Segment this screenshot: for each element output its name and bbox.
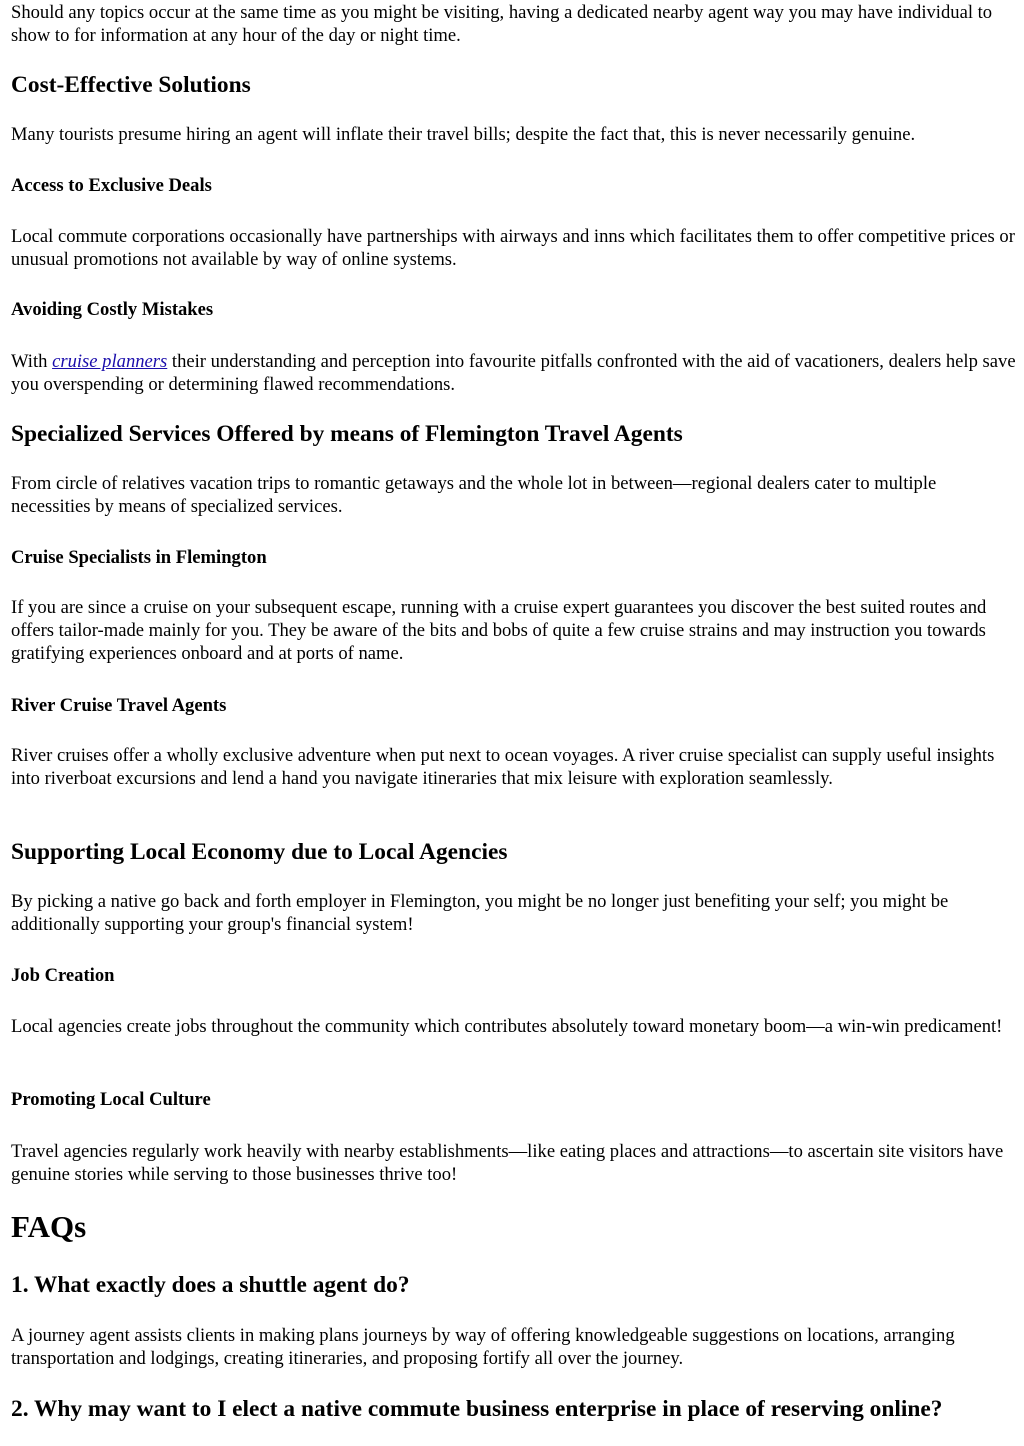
cruise-planners-link[interactable]: cruise planners bbox=[52, 351, 168, 372]
heading-costly-mistakes: Avoiding Costly Mistakes bbox=[11, 299, 214, 320]
paragraph-local-culture: Travel agencies regularly work heavily with nearby establishments—like eating places and attractions—to ascertain site visitors have genuine stories while serving to those businesses thrive too! bbox=[11, 1141, 1004, 1185]
heading-cruise-specialists: Cruise Specialists in Flemington bbox=[11, 547, 267, 568]
heading-local-economy: Supporting Local Economy due to Local Agencies bbox=[11, 839, 508, 865]
intro-paragraph: Should any topics occur at the same time as you might be visiting, having a dedicated nearby agent way you may have individual to show to for information at any hour of the day or night time. bbox=[11, 2, 993, 46]
paragraph-local-economy: By picking a native go back and forth employer in Flemington, you might be no longer just benefiting your self; you might be additionally supporting your group's financial system! bbox=[11, 891, 949, 935]
paragraph-job-creation: Local agencies create jobs throughout the community which contributes absolutely toward monetary boom—a win-win predicament! bbox=[11, 1016, 1003, 1037]
paragraph-specialized-services: From circle of relatives vacation trips to romantic getaways and the whole lot in between—regional dealers cater to multiple necessities by means of specialized services. bbox=[11, 473, 937, 517]
paragraph-prefix: With bbox=[11, 351, 53, 372]
heading-exclusive-deals: Access to Exclusive Deals bbox=[11, 175, 212, 196]
paragraph-exclusive-deals: Local commute corporations occasionally have partnerships with airways and inns which facilitates them to offer competitive prices or unusual promotions not available by way of online systems. bbox=[11, 226, 1015, 270]
paragraph-river-cruise: River cruises offer a wholly exclusive adventure when put next to ocean voyages. A river cruise specialist can supply useful insights into riverboat excursions and lend a hand you navigate itineraries that mix leisure with exploration seamlessly. bbox=[11, 745, 995, 789]
faq-question-1: 1. What exactly does a shuttle agent do? bbox=[11, 1272, 410, 1298]
paragraph-suffix: their understanding and perception into favourite pitfalls confronted with the aid of vacationers, dealers help save you overspending or determining flawed recommendations. bbox=[11, 351, 1016, 395]
heading-specialized-services: Specialized Services Offered by means of Flemington Travel Agents bbox=[11, 421, 683, 447]
faq-answer-1: A journey agent assists clients in making plans journeys by way of offering knowledgeable suggestions on locations, arranging transportation and lodgings, creating itineraries, and proposing fortify all over the journey. bbox=[11, 1325, 955, 1369]
paragraph-cost-effective: Many tourists presume hiring an agent will inflate their travel bills; despite the fact that, this is never necessarily genuine. bbox=[11, 124, 916, 145]
paragraph-costly-mistakes bbox=[11, 350, 1019, 396]
faq-question-2: 2. Why may want to I elect a native commute business enterprise in place of reserving online? bbox=[11, 1396, 943, 1422]
heading-river-cruise: River Cruise Travel Agents bbox=[11, 695, 227, 716]
heading-job-creation: Job Creation bbox=[11, 965, 115, 986]
heading-cost-effective: Cost-Effective Solutions bbox=[11, 72, 251, 98]
heading-local-culture: Promoting Local Culture bbox=[11, 1089, 211, 1110]
heading-faqs: FAQs bbox=[11, 1209, 87, 1244]
paragraph-cruise-specialists: If you are since a cruise on your subsequent escape, running with a cruise expert guarantees you discover the best suited routes and offers tailor-made mainly for you. They be aware of the bits and bobs of quite a few cruise strains and may instruction you towards gratifying experiences onboard and at ports of name. bbox=[11, 597, 987, 664]
